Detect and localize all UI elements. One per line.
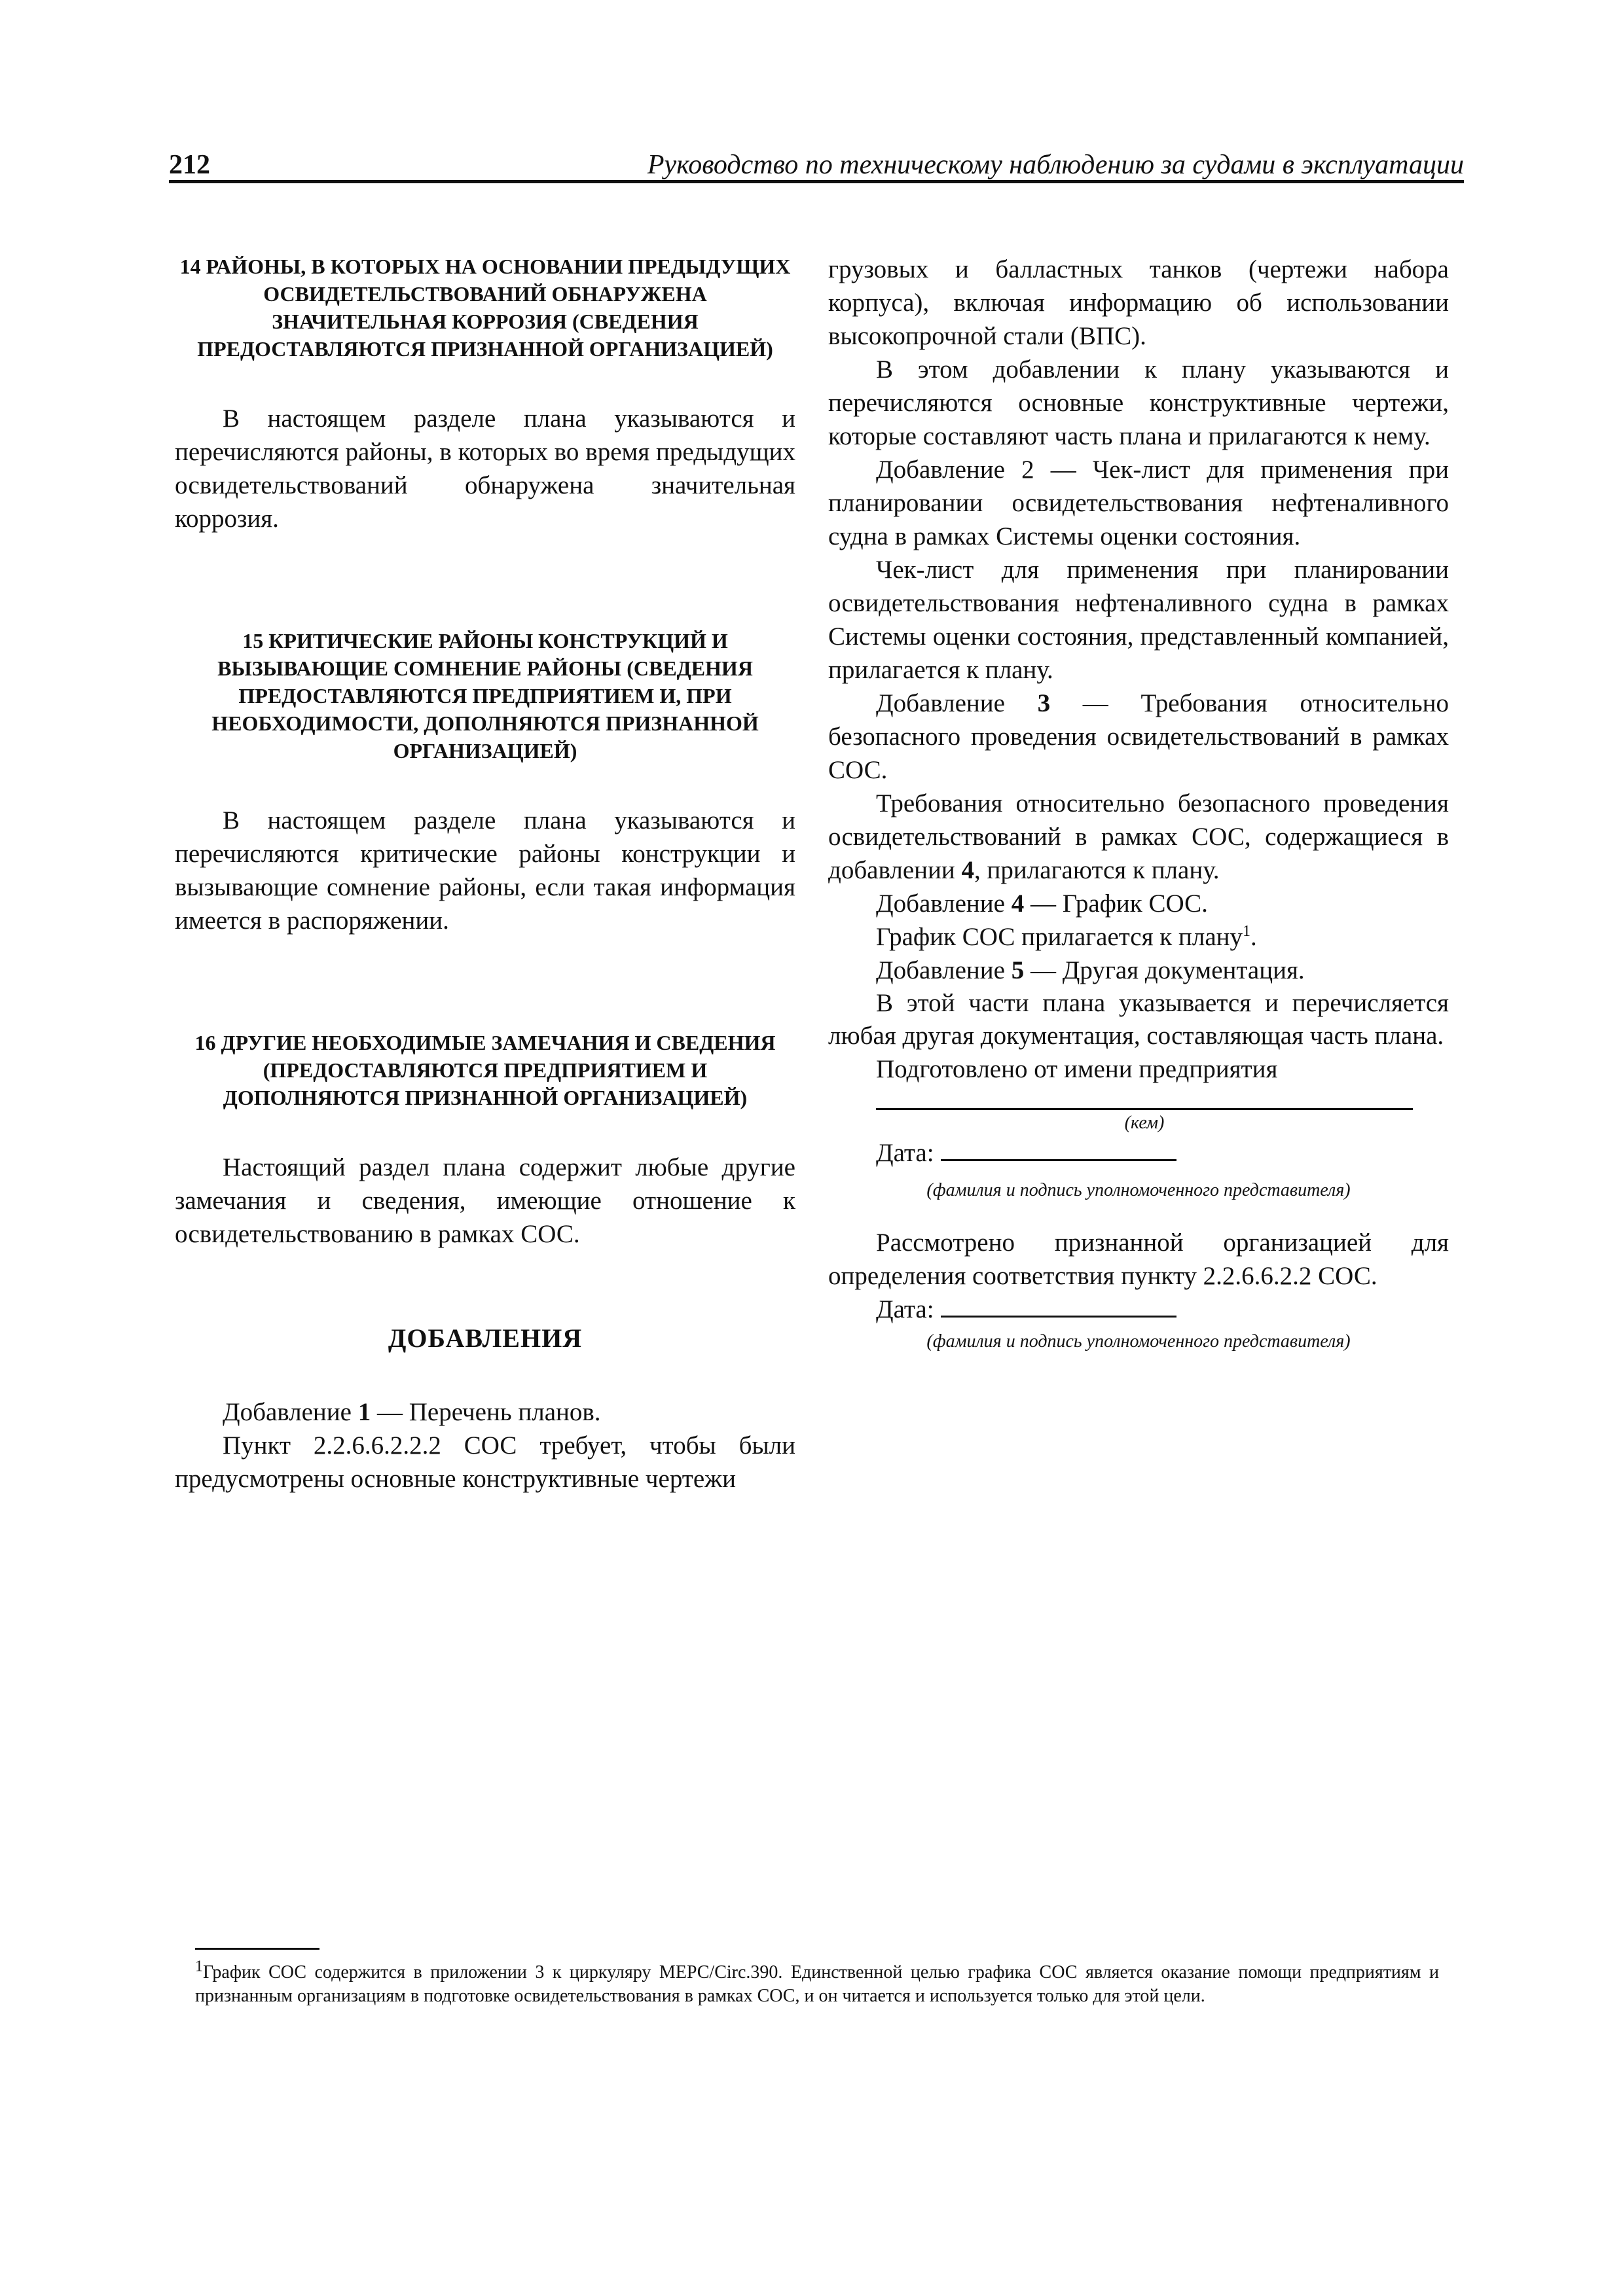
footnote-rule [195, 1948, 319, 1950]
footnote-text: График СОС содержится в приложении 3 к циркуляру МЕРС/Circ.390. Единственной целью графика СОС является оказание помощи предприятиям и признанным организациям в подготовке освидетельствования в рамках СОС, и он читается и используется только для этой цели. [195, 1962, 1439, 2006]
addition-1-continued: грузовых и балластных танков (чертежи набора корпуса), включая информацию об использовании высокопрочной стали (ВПС). [828, 255, 1449, 350]
left-column [175, 253, 795, 1496]
additions-title: ДОБАВЛЕНИЯ [388, 1323, 583, 1353]
signature-caption-1: (фамилия и подпись уполномоченного представителя) [926, 1180, 1351, 1200]
running-title: Руководство по техническому наблюдению за судами в эксплуатации [647, 150, 1464, 180]
addition-1-text: Пункт 2.2.6.6.2.2.2 СОС требует, чтобы были предусмотрены основные конструктивные чертежи [175, 1431, 795, 1493]
section-15-heading: 15 КРИТИЧЕСКИЕ РАЙОНЫ КОНСТРУКЦИЙ И ВЫЗЫВАЮЩИЕ СОМНЕНИЕ РАЙОНЫ (СВЕДЕНИЯ ПРЕДОСТАВЛЯЮТСЯ ПРЕДПРИЯТИЕМ И, ПРИ НЕОБХОДИМОСТИ, ДОПОЛНЯЮТСЯ ПРИЗНАННОЙ ОРГАНИЗАЦИЕЙ) [211, 629, 759, 762]
date-row-2: Дата: [828, 1293, 1449, 1326]
addition-2-text: Чек-лист для применения при планировании освидетельствования нефтеналивного судна в рамках Системы оценки состояния, представленный компанией, прилагается к плану. [828, 556, 1449, 684]
footnote-mark: 1 [195, 1958, 203, 1975]
page-header [169, 143, 1464, 183]
section-14-text: В настоящем разделе плана указываются и перечисляются районы, в которых во время предыдущих освидетельствований обнаружена значительная коррозия. [175, 404, 795, 533]
section-14-heading: 14 РАЙОНЫ, В КОТОРЫХ НА ОСНОВАНИИ ПРЕДЫДУЩИХ ОСВИДЕТЕЛЬСТВОВАНИЙ ОБНАРУЖЕНА ЗНАЧИТЕЛЬНАЯ КОРРОЗИЯ (СВЕДЕНИЯ ПРЕДОСТАВЛЯЮТСЯ ПРИЗНАННОЙ ОРГАНИЗАЦИЕЙ) [179, 255, 791, 361]
footnote-ref: 1 [1243, 923, 1251, 940]
reviewed-text: Рассмотрено признанной организацией для определения соответствия пункту 2.2.6.6.2.2 СОС. [828, 1229, 1449, 1290]
addition-3-heading: Добавление 3 — Требования относительно безопасного проведения освидетельствований в рамках СОС. [828, 689, 1449, 784]
signature-caption-2: (фамилия и подпись уполномоченного представителя) [926, 1331, 1351, 1352]
right-column [828, 253, 1449, 1377]
addition-5-heading: Добавление 5 — Другая документация. [876, 956, 1305, 984]
header-rule [169, 180, 1464, 183]
addition-1-text-2: В этом добавлении к плану указываются и перечисляются основные конструктивные чертежи, которые составляют часть плана и прилагаются к нему. [828, 355, 1449, 450]
section-16-text: Настоящий раздел плана содержит любые другие замечания и сведения, имеющие отношение к освидетельствованию в рамках СОС. [175, 1153, 795, 1248]
section-16-heading: 16 ДРУГИЕ НЕОБХОДИМЫЕ ЗАМЕЧАНИЯ И СВЕДЕНИЯ (ПРЕДОСТАВЛЯЮТСЯ ПРЕДПРИЯТИЕМ И ДОПОЛНЯЮТСЯ ПРИЗНАННОЙ ОРГАНИЗАЦИЕЙ) [194, 1031, 776, 1109]
date-blank-2 [941, 1296, 1176, 1318]
addition-4-heading: Добавление 4 — График СОС. [876, 889, 1208, 918]
addition-1-heading: Добавление 1 — Перечень планов. [223, 1398, 601, 1426]
date-row-1: Дата: [828, 1136, 1449, 1170]
footnote [195, 1958, 1439, 2008]
addition-2-heading: Добавление 2 — Чек-лист для применения при планировании освидетельствования нефтеналивного судна в рамках Системы оценки состояния. [828, 456, 1449, 550]
addition-3-text: Требования относительно безопасного проведения освидетельствований в рамках СОС, содержащиеся в добавлении 4, прилагаются к плану. [828, 789, 1449, 884]
addition-5-text: В этой части плана указывается и перечисляется любая другая документация, составляющая часть плана. [828, 989, 1449, 1050]
addition-4-text: График СОС прилагается к плану$^1$. [876, 923, 1257, 951]
by-whom-caption: (кем) [1124, 1113, 1165, 1133]
page-number: 212 [169, 150, 210, 180]
date-blank-1 [941, 1139, 1176, 1161]
section-15-text: В настоящем разделе плана указываются и перечисляются критические районы конструкции и вызывающие сомнение районы, если такая информация имеется в распоряжении. [175, 806, 795, 935]
prepared-by: Подготовлено от имени предприятия [876, 1055, 1278, 1083]
